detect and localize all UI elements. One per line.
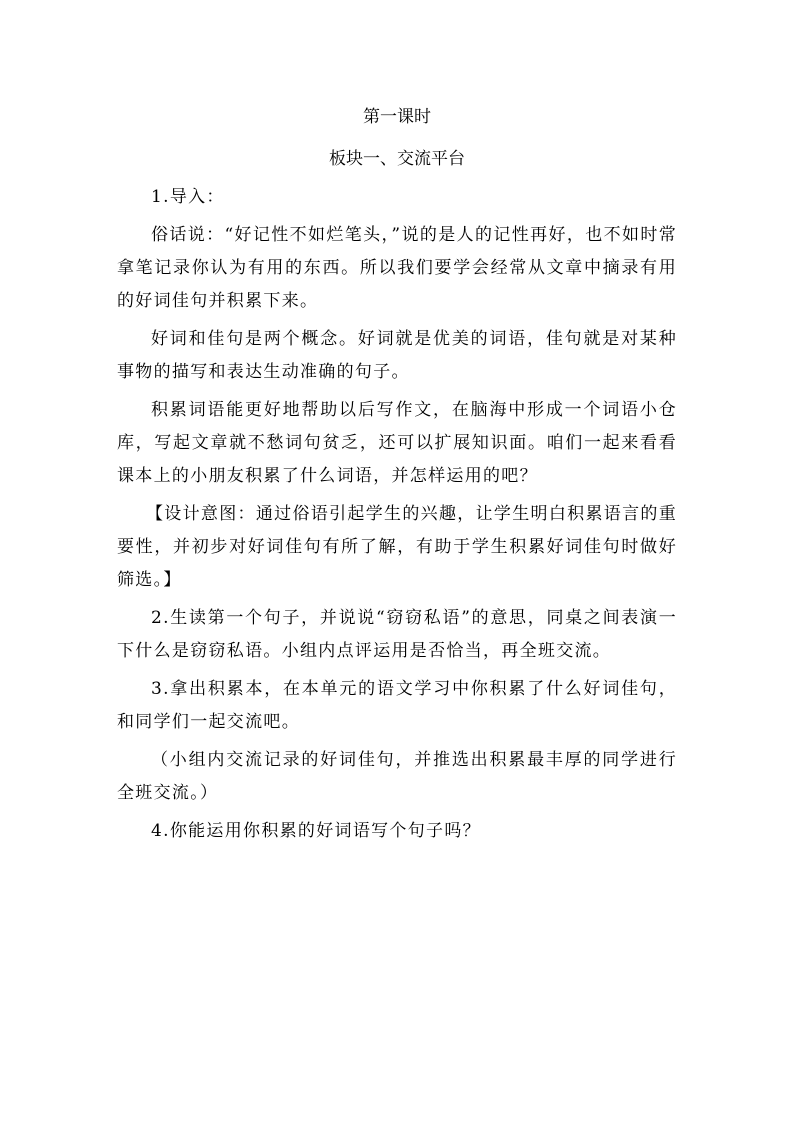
paragraph-concepts: 好词和佳句是两个概念。好词就是优美的词语，佳句就是对某种事物的描写和表达生动准确的句子。 <box>117 329 677 382</box>
document-body <box>117 103 677 848</box>
page-title: 第一课时 <box>363 107 431 127</box>
paragraph-group-note: （小组内交流记录的好词佳句，并推选出积累最丰厚的同学进行全班交流。） <box>117 750 677 803</box>
paragraph-intro-heading: 1.导入： <box>151 187 225 207</box>
section-heading: 板块一、交流平台 <box>329 149 465 169</box>
paragraph-step-4: 4.你能运用你积累的好词语写个句子吗？ <box>151 821 481 841</box>
paragraph-proverb: 俗话说：“好记性不如烂笔头，”说的是人的记性再好，也不如时常拿笔记录你认为有用的东西。所以我们要学会经常从文章中摘录有用的好词佳句并积累下来。 <box>117 225 677 311</box>
paragraph-step-3: 3.拿出积累本，在本单元的语文学习中你积累了什么好词佳句，和同学们一起交流吧。 <box>117 679 677 732</box>
paragraph-accumulate: 积累词语能更好地帮助以后写作文，在脑海中形成一个词语小仓库，写起文章就不愁词句贫乏，还可以扩展知识面。咱们一起来看看课本上的小朋友积累了什么词语，并怎样运用的吧？ <box>117 400 677 486</box>
paragraph-design-intent: 【设计意图：通过俗语引起学生的兴趣，让学生明白积累语言的重要性，并初步对好词佳句有所了解，有助于学生积累好词佳句时做好筛选。】 <box>117 504 677 590</box>
paragraph-step-2: 2.生读第一个句子，并说说“窃窃私语”的意思，同桌之间表演一下什么是窃窃私语。小组内点评运用是否恰当，再全班交流。 <box>117 608 677 661</box>
